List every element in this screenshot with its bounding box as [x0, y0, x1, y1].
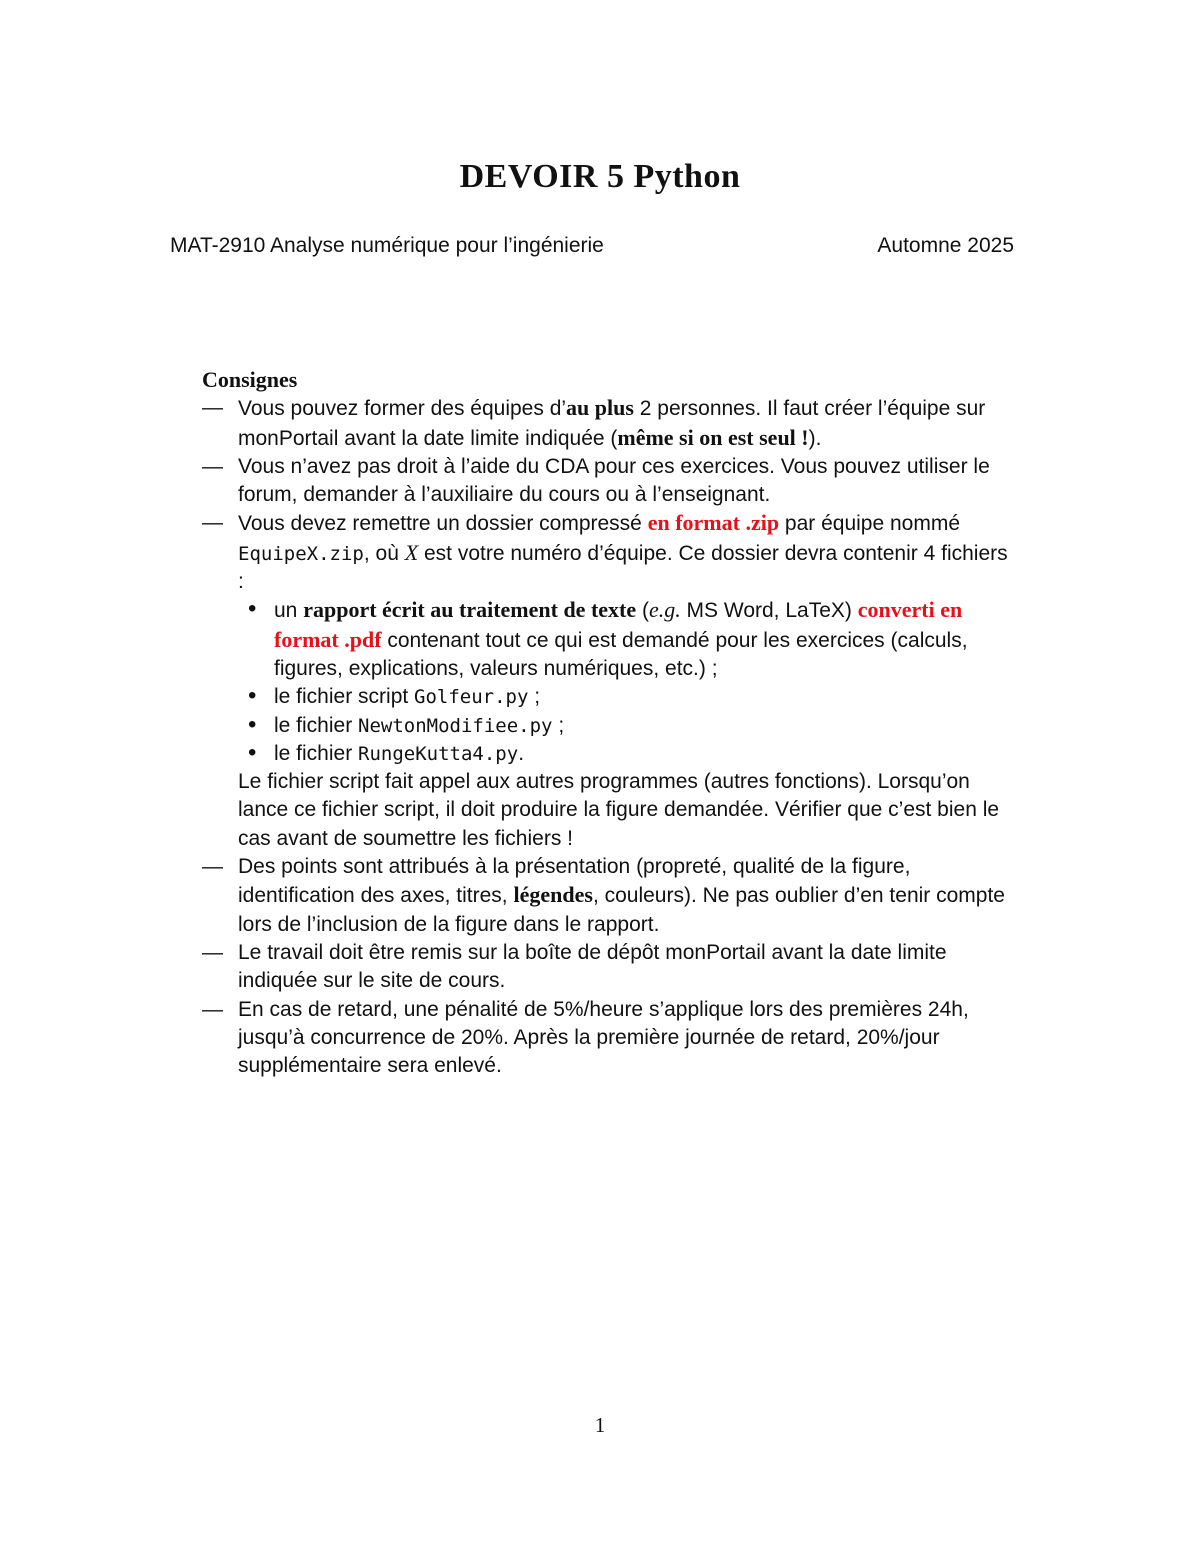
course-name: MAT-2910 Analyse numérique pour l’ingénierie	[170, 234, 604, 257]
files-list	[238, 596, 1014, 768]
instruction-item-submission: — Vous devez remettre un dossier compressé en format .zip par équipe nommé EquipeX.zip, où X est votre numéro d’équipe. Ce dossier devra contenir 4 fichiers : • un rapport écrit au traitement de texte (e.g. MS Word, LaTeX) converti en format .pdf contenant tout ce qui est demandé pour les exercices (calculs, figures, explications, valeurs numériques, etc.) ; • le fichier script Golfeur.py ; • le fichier NewtonModifiee.py ; • le fichier RungeKutta4.py. Le fichier script fait appel aux autres programmes (autres fonctions). Lorsqu’on lance ce fichier script, il doit produire la figure demandée. Vérifier que c’est bien le cas avant de soumettre les fichiers !	[202, 509, 1014, 853]
instruction-item-help: — Vous n’avez pas droit à l’aide du CDA pour ces exercices. Vous pouvez utiliser le forum, demander à l’auxiliaire du cours ou à l’enseignant.	[202, 453, 1014, 510]
instructions-section	[202, 366, 1014, 1080]
instruction-item-teams: — Vous pouvez former des équipes d’au plus 2 personnes. Il faut créer l’équipe sur monPortail avant la date limite indiquée (même si on est seul !).	[202, 394, 1014, 453]
file-item-rungekutta: • le fichier RungeKutta4.py.	[238, 740, 1014, 768]
instruction-item-deadline: — Le travail doit être remis sur la boîte de dépôt monPortail avant la date limite indiquée sur le site de cours.	[202, 939, 1014, 996]
instruction-item-presentation: — Des points sont attribués à la présentation (propreté, qualité de la figure, identification des axes, titres, légendes, couleurs). Ne pas oublier d’en tenir compte lors de l’inclusion de la figure dans le rapport.	[202, 853, 1014, 939]
document-title: DEVOIR 5 Python	[459, 158, 741, 195]
zip-filename: EquipeX.zip	[238, 542, 364, 565]
file-item-newton: • le fichier NewtonModifiee.py ;	[238, 712, 1014, 740]
pdf-format-highlight: converti en format .pdf	[274, 597, 963, 652]
term-label: Automne 2025	[877, 234, 1014, 257]
script-note: Le fichier script fait appel aux autres programmes (autres fonctions). Lorsqu’on lance ce fichier script, il doit produire la figure demandée. Vérifier que c’est bien le cas avant de soumettre les fichiers !	[238, 770, 1000, 850]
course-header	[170, 234, 1014, 258]
page-number: 1	[594, 1413, 606, 1437]
file-item-golfeur: • le fichier script Golfeur.py ;	[238, 683, 1014, 711]
instructions-list	[202, 394, 1014, 1080]
section-title: Consignes	[202, 367, 298, 392]
instruction-item-late-penalty: — En cas de retard, une pénalité de 5%/heure s’applique lors des premières 24h, jusqu’à concurrence de 20%. Après la première journée de retard, 20%/jour supplémentaire sera enlevé.	[202, 996, 1014, 1081]
zip-format-highlight: en format .zip	[647, 510, 780, 536]
file-item-report: • un rapport écrit au traitement de texte (e.g. MS Word, LaTeX) converti en format .pdf contenant tout ce qui est demandé pour les exercices (calculs, figures, explications, valeurs numériques, etc.) ;	[238, 596, 1014, 683]
